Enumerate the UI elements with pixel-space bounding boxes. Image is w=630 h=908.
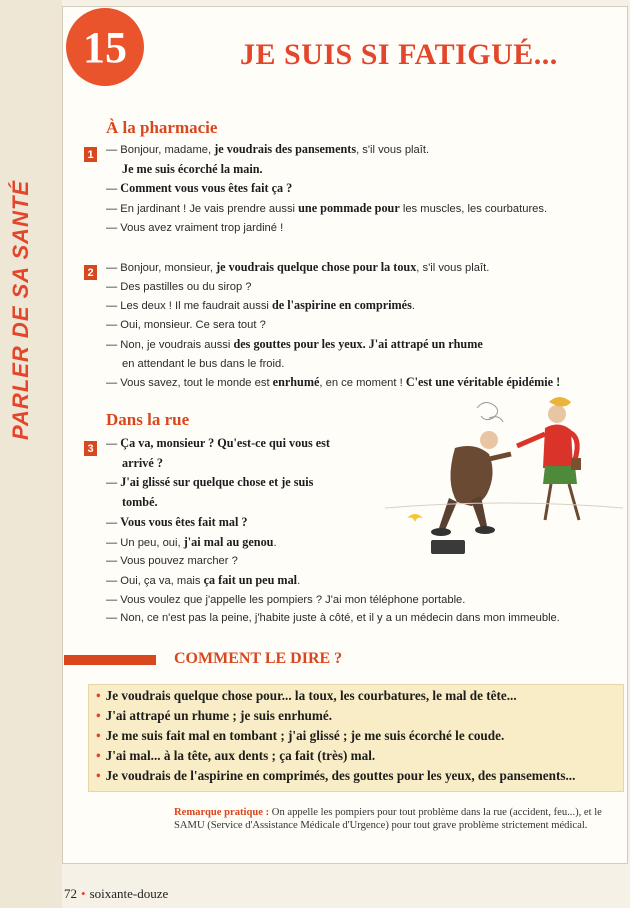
page-number: 72 (64, 886, 77, 901)
phrase-item: • Je me suis fait mal en tombant ; j'ai glissé ; je me suis écorché le coude. (96, 728, 505, 743)
dialogue-number-1: 1 (84, 147, 97, 162)
dialogue-text: — Vous pouvez marcher ? (106, 555, 238, 568)
dialogue-line (106, 316, 560, 335)
key-phrase: C'est une véritable épidémie ! (405, 375, 561, 390)
key-phrase: tombé. (122, 495, 158, 510)
dialogue-text: les muscles, les courbatures. (399, 203, 548, 216)
dialogue-text: — (106, 438, 121, 450)
key-phrase: j'ai mal au genou (183, 534, 274, 549)
dialogue-text: — Oui, ça va, mais (106, 574, 204, 587)
dialogue-text: , s'il vous plaît. (356, 144, 430, 156)
dialogue-text: — Oui, monsieur. Ce sera tout ? (106, 319, 266, 332)
dialogue-line (106, 609, 560, 628)
phrase-item: • J'ai attrapé un rhume ; je suis enrhumé. (96, 708, 333, 723)
dialogue-line (106, 219, 547, 238)
remark-text: On appelle les pompiers pour tout problème dans la rue (accident, feu...), et le SAMU (Service d'Assistance Médicale d'Urgence) pour tout grave problème strictement médical. (174, 807, 602, 831)
key-phrase: une pommade pour (298, 201, 400, 216)
key-phrase: Je me suis écorché la main. (122, 161, 263, 176)
side-band (0, 0, 62, 908)
bullet-icon: • (96, 708, 101, 723)
dialogue-text: , s'il vous plaît. (416, 262, 490, 274)
section-heading-street: Dans la rue (106, 410, 190, 429)
dialogue-line (106, 335, 560, 355)
briefcase-icon (431, 540, 465, 554)
woman-figure (517, 397, 581, 520)
ground-shadow (385, 503, 623, 508)
dialogue-number-3: 3 (84, 441, 97, 456)
key-phrase: de l'aspirine en comprimés (272, 298, 412, 313)
dialogue-text: — Non, je voudrais aussi (106, 338, 234, 351)
dialogue-text: — (106, 516, 121, 529)
dialogue-text: — Vous savez, tout le monde est (106, 377, 273, 390)
key-phrase: Comment vous vous êtes fait ça ? (120, 181, 293, 196)
chapter-side-title: PARLER DE SA SANTÉ (8, 179, 33, 440)
dialogue-text: — (106, 183, 121, 196)
dialogue-text: — Des pastilles ou du sirop ? (106, 280, 252, 293)
speech-swirl-icon (477, 402, 503, 422)
key-phrase: J'ai glissé sur quelque chose et je suis (120, 475, 314, 490)
old-man-figure (431, 431, 511, 536)
dialogue-number-2: 2 (84, 265, 97, 280)
lesson-number-badge: 15 (66, 8, 144, 86)
dialogue-line (106, 355, 560, 374)
phrase-item: • J'ai mal... à la tête, aux dents ; ça fait (très) mal. (96, 748, 376, 763)
section-heading-pharmacy: À la pharmacie (106, 118, 218, 137)
key-phrase: Vous vous êtes fait mal ? (120, 514, 248, 529)
phrase-item: • Je voudrais de l'aspirine en comprimés, des gouttes pour les yeux, des pansements... (96, 768, 576, 783)
phrase-item: • Je voudrais quelque chose pour... la toux, les courbatures, le mal de tête... (96, 688, 517, 703)
dialogue-text: — Un peu, oui, (106, 536, 184, 549)
remark-label: Remarque pratique : (174, 807, 270, 818)
dialogue-1 (106, 140, 547, 238)
dialogue-line (106, 199, 547, 219)
dialogue-text: — (106, 477, 121, 490)
key-phrase: enrhumé (272, 375, 320, 390)
dialogue-line (106, 571, 560, 591)
dialogue-line (106, 278, 560, 297)
dialogue-line (106, 160, 547, 180)
key-phrase: je voudrais quelque chose pour la toux (216, 260, 417, 274)
dialogue-text: — En jardinant ! Je vais prendre aussi (106, 203, 299, 216)
dialogue-text: — Vous voulez que j'appelle les pompiers ? J'ai mon téléphone portable. (106, 593, 466, 606)
comment-section-title: COMMENT LE DIRE ? (174, 650, 343, 667)
dialogue-text: . (273, 536, 277, 549)
dialogue-line (106, 258, 560, 278)
comment-section-bar (64, 655, 156, 665)
dialogue-text: — Les deux ! Il me faudrait aussi (106, 300, 273, 313)
dialogue-line (106, 140, 547, 160)
dialogue-text: . (411, 300, 415, 313)
key-phrase: des gouttes pour les yeux. J'ai attrapé un rhume (233, 336, 483, 351)
dialogue-text: — Non, ce n'est pas la peine, j'habite juste à côté, et il y a un médecin dans mon immeuble. (106, 612, 560, 625)
banana-peel-icon (407, 514, 423, 522)
dialogue-text: — Vous avez vraiment trop jardiné ! (106, 221, 284, 234)
key-phrase: arrivé ? (122, 455, 163, 470)
key-phrase: je voudrais des pansements (214, 142, 357, 156)
dialogue-2 (106, 258, 560, 393)
bullet-icon: • (96, 688, 101, 703)
key-phrase: ça fait un peu mal (203, 572, 298, 587)
practical-remark (174, 806, 614, 832)
page-footer (64, 886, 168, 902)
page-number-words: soixante-douze (89, 886, 169, 901)
street-fall-illustration (385, 388, 623, 560)
dialogue-text: . (297, 574, 301, 587)
dialogue-text: — Bonjour, madame, (106, 144, 215, 156)
bullet-icon: • (96, 768, 101, 783)
dialogue-line (106, 591, 560, 610)
bullet-icon: • (96, 748, 101, 763)
dialogue-text: en attendant le bus dans le froid. (122, 357, 285, 370)
page-title: JE SUIS SI FATIGUÉ... (240, 38, 558, 71)
key-phrase: Ça va, monsieur ? Qu'est-ce qui vous est (120, 436, 330, 450)
dialogue-text: , en ce moment ! (319, 377, 406, 390)
footer-bullet-icon: • (81, 886, 86, 901)
dialogue-line (106, 179, 547, 199)
dialogue-text: — Bonjour, monsieur, (106, 262, 217, 274)
bullet-icon: • (96, 728, 101, 743)
dialogue-line (106, 296, 560, 316)
